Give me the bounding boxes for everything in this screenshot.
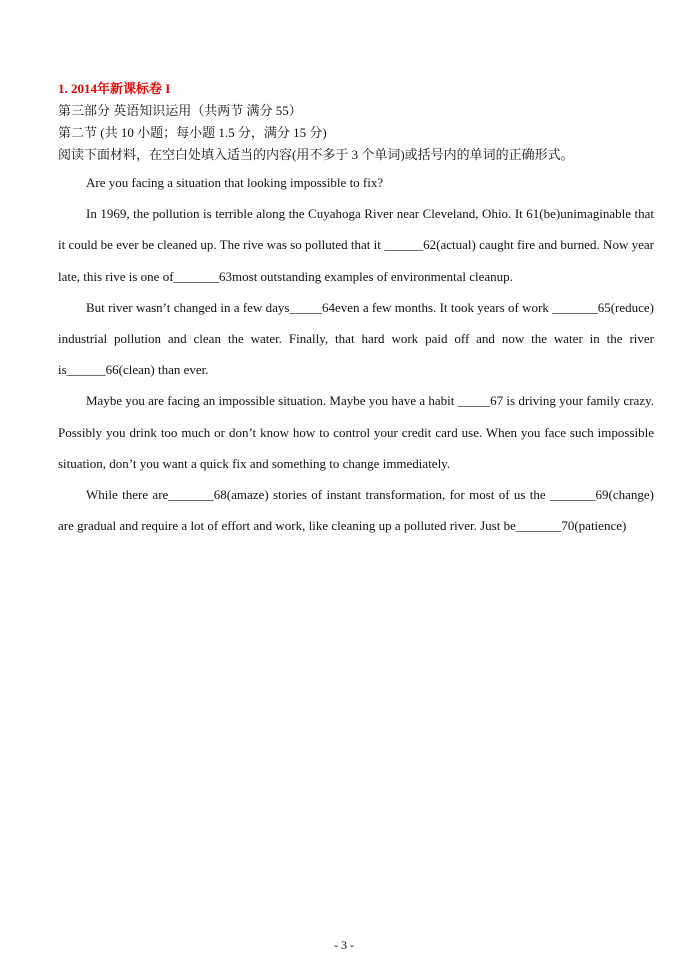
passage-paragraph-3: But river wasn’t changed in a few days_____64even a few months. It took years of work _______65(reduce) industrial pollution and clean the water. Finally, that hard work paid off and now the water in the river is______66(clean) than ever. xyxy=(58,299,654,378)
section-heading: 第二节 (共 10 小题；每小题 1.5 分，满分 15 分) xyxy=(58,125,327,140)
passage-paragraph-1: Are you facing a situation that looking impossible to fix? xyxy=(86,175,384,190)
passage-paragraph-5: While there are_______68(amaze) stories of instant transformation, for most of us the _______69(change) are gradual and require a lot of effort and work, like cleaning up a polluted river. Just be_______70(patience) xyxy=(58,487,654,534)
page-content xyxy=(58,78,654,541)
passage-paragraph-4: Maybe you are facing an impossible situation. Maybe you have a habit _____67 is driving your family crazy. Possibly you drink too much or don’t know how to control your credit card use. When you face such impossible situation, don’t you want a quick fix and something to change immediately. xyxy=(58,393,654,471)
instruction-text: 阅读下面材料，在空白处填入适当的内容(用不多于 3 个单词)或括号内的单词的正确形式。 xyxy=(58,147,574,162)
section-title: 1. 2014年新课标卷 I xyxy=(58,81,171,96)
passage-paragraph-2: In 1969, the pollution is terrible along the Cuyahoga River near Cleveland, Ohio. It 61(be)unimaginable that it could be ever be cleaned up. The rive was so polluted that it ______62(actual) caught fire and burned. Now year late, this rive is one of_______63most outstanding examples of environmental cleanup. xyxy=(58,206,654,284)
page-number: - 3 - xyxy=(334,938,354,952)
part-heading: 第三部分 英语知识运用（共两节 满分 55） xyxy=(58,103,302,118)
